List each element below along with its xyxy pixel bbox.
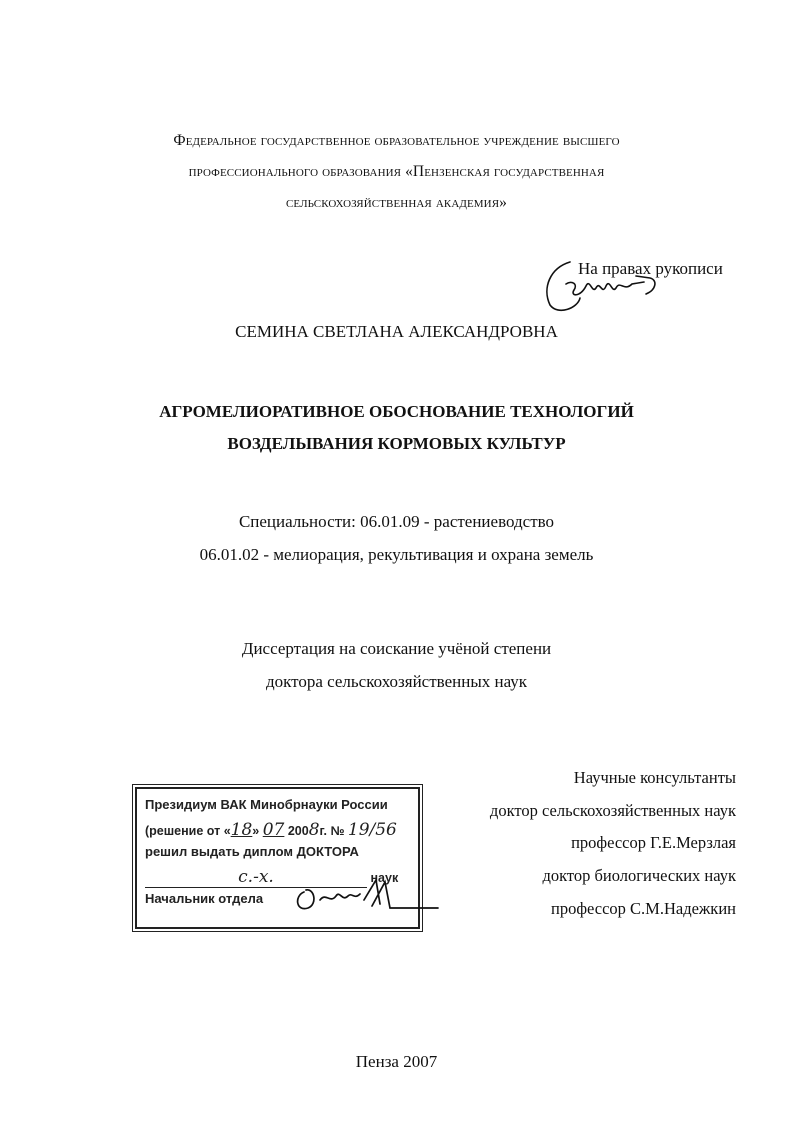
consultant-1-name: профессор Г.Е.Мерзлая (571, 833, 736, 852)
footer-city-year: Пенза 2007 (355, 1052, 438, 1071)
consultant-2-degree: доктор биологических наук (542, 866, 736, 885)
title-line-2: ВОЗДЕЛЫВАНИЯ КОРМОВЫХ КУЛЬТУР (227, 434, 566, 453)
manuscript-note: На правах рукописи (578, 259, 723, 278)
stamp-field: с.-х. (238, 867, 274, 887)
stamp-day: 18 (230, 820, 253, 840)
stamp-year-digit: 8 (308, 820, 320, 840)
stamp-line-3: решил выдать диплом ДОКТОРА (145, 844, 359, 859)
specialties-line-1: Специальности: 06.01.09 - растениеводство (238, 512, 555, 531)
consultant-2-name: профессор С.М.Надежкин (551, 899, 736, 918)
stamp-number: 19/56 (347, 820, 397, 840)
title-line-1: АГРОМЕЛИОРАТИВНОЕ ОБОСНОВАНИЕ ТЕХНОЛОГИЙ (159, 402, 634, 421)
dissertation-line-1: Диссертация на соискание учёной степени (241, 639, 552, 658)
institution-line-1: Федеральное государственное образовательное учреждение высшего (173, 132, 620, 149)
stamp-line-2: (решение от «18» 07 2008г. № 19/56 (145, 820, 397, 840)
author-signature (540, 250, 675, 320)
consultant-1-degree: доктор сельскохозяйственных наук (489, 801, 736, 820)
dissertation-line-2: доктора сельскохозяйственных наук (265, 672, 528, 691)
stamp-line-1: Президиум ВАК Минобрнауки России (145, 797, 388, 812)
author-name: СЕМИНА СВЕТЛАНА АЛЕКСАНДРОВНА (235, 322, 558, 341)
institution-line-2: профессионального образования «Пензенская государственная (188, 163, 605, 180)
institution-line-3: сельскохозяйственная академия» (285, 194, 507, 211)
stamp-line-4: с.-х. наук (145, 867, 407, 888)
consultants-heading: Научные консультанты (573, 768, 736, 787)
stamp-month: 07 (262, 820, 285, 840)
stamp-line-5: Начальник отдела (145, 891, 264, 906)
specialties-line-2: 06.01.02 - мелиорация, рекультивация и охрана земель (199, 545, 594, 564)
stamp-signature (290, 870, 440, 920)
